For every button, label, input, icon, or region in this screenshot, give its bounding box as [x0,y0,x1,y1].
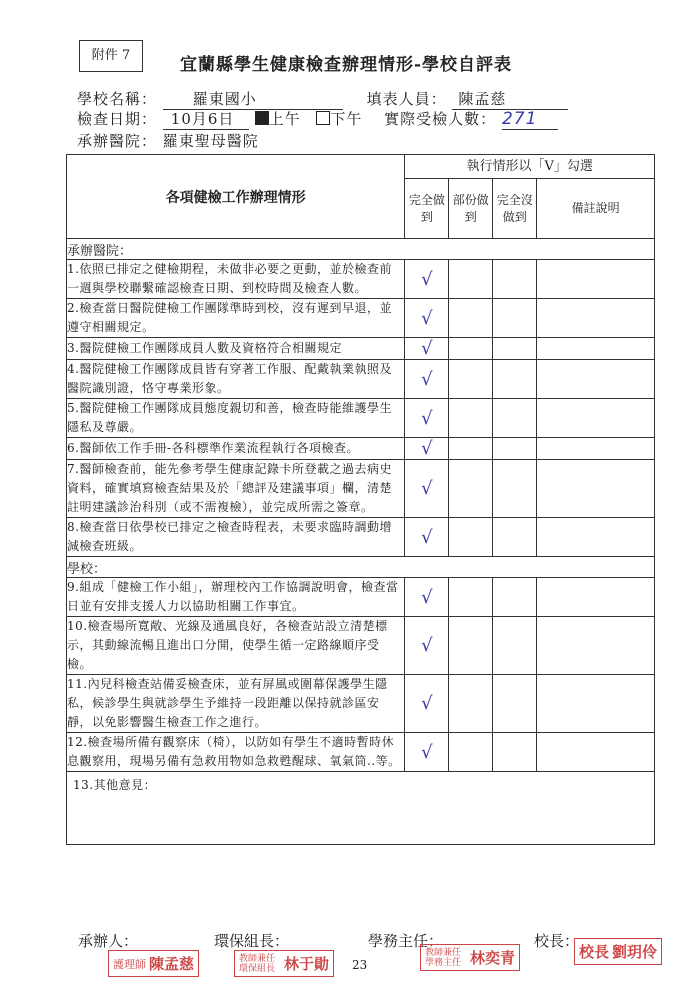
school-label: 學校名稱： [77,90,158,108]
handler-stamp-title: 護理師 [113,957,146,971]
filler-value: 陳孟慈 [452,88,568,110]
date-value: 10月6日 [163,108,249,130]
check-partial-cell[interactable] [449,338,493,360]
page-number: 23 [352,958,368,972]
column-header-group: 執行情形以「V」勾選 [405,155,655,179]
item-text: 5.醫院健檢工作團隊成員態度親切和善，檢查時能維護學生隱私及尊嚴。 [67,399,405,438]
principal-stamp [574,938,662,965]
table-row [67,617,655,675]
check-full-cell[interactable]: √ [405,518,449,557]
check-partial-cell[interactable] [449,518,493,557]
principal-stamp-name: 劉玥伶 [612,943,658,961]
check-full-cell[interactable]: √ [405,617,449,675]
evaluation-table [66,154,655,845]
principal-stamp-title: 校長 [579,943,610,961]
column-header-main: 各項健檢工作辦理情形 [67,155,405,239]
handler-stamp [108,950,199,977]
table-row [67,675,655,733]
count-value: 271 [502,109,558,130]
item-text: 8.檢查當日依學校已排定之檢查時程表，未要求臨時調動增減檢查班級。 [67,518,405,557]
check-none-cell[interactable] [493,617,537,675]
check-partial-cell[interactable] [449,260,493,299]
affairs-stamp [420,944,520,971]
check-none-cell[interactable] [493,733,537,772]
check-partial-cell[interactable] [449,675,493,733]
check-partial-cell[interactable] [449,299,493,338]
check-partial-cell[interactable] [449,617,493,675]
table-row [67,438,655,460]
affairs-stamp-title: 教師兼任學務主任 [425,947,462,968]
check-none-cell[interactable] [493,518,537,557]
pm-checkbox[interactable] [316,111,330,125]
env-label: 環保組長： [214,932,290,950]
check-partial-cell[interactable] [449,399,493,438]
env-stamp-name: 林于勛 [284,955,330,973]
check-full-cell[interactable]: √ [405,299,449,338]
pm-label: 下午 [330,110,363,128]
date-label: 檢查日期： [77,110,158,128]
item-text: 12.檢查場所備有觀察床（椅），以防如有學生不適時暫時休息觀察用，現場另備有急救用物如急救甦醒球、氧氣筒..等。 [67,733,405,772]
notes-cell[interactable] [537,617,655,675]
handler-label: 承辦人： [78,932,139,950]
table-row [67,299,655,338]
item-text: 1.依照已排定之健檢期程，未做非必要之更動，並於檢查前一週與學校聯繫確認檢查日期、到校時間及檢查人數。 [67,260,405,299]
check-none-cell[interactable] [493,675,537,733]
item-text: 7.醫師檢查前，能先參考學生健康記錄卡所登載之過去病史資料，確實填寫檢查結果及於「總評及建議事項」欄，清楚註明建議診治科別（或不需複檢），並完成所需之簽章。 [67,460,405,518]
am-checkbox[interactable] [255,111,269,125]
item-text: 3.醫院健檢工作團隊成員人數及資格符合相關規定 [67,338,405,360]
annex-label: 附件 7 [79,40,143,72]
column-header-full: 完全做到 [405,179,449,239]
date-row [77,108,558,130]
check-full-cell[interactable]: √ [405,733,449,772]
hospital-label: 承辦醫院： [77,132,158,150]
hospital-row [77,130,259,151]
notes-cell[interactable] [537,260,655,299]
check-partial-cell[interactable] [449,438,493,460]
check-full-cell[interactable]: √ [405,338,449,360]
table-row [67,733,655,772]
school-value: 羅東國小 [163,88,343,110]
principal-label: 校長： [534,932,580,950]
column-header-notes: 備註說明 [537,179,655,239]
item-text: 9.組成「健檢工作小組」，辦理校內工作協調說明會，檢查當日並有安排支援人力以協助相關工作事宜。 [67,578,405,617]
check-full-cell[interactable]: √ [405,460,449,518]
notes-cell[interactable] [537,299,655,338]
notes-cell[interactable] [537,460,655,518]
check-partial-cell[interactable] [449,733,493,772]
notes-cell[interactable] [537,360,655,399]
page-title: 宜蘭縣學生健康檢查辦理情形-學校自評表 [180,55,513,75]
check-none-cell[interactable] [493,299,537,338]
table-row [67,360,655,399]
table-row [67,338,655,360]
column-header-partial: 部份做到 [449,179,493,239]
check-full-cell[interactable]: √ [405,578,449,617]
other-opinions-label: 13.其他意見： [73,778,157,792]
item-text: 6.醫師依工作手冊-各科標準作業流程執行各項檢查。 [67,438,405,460]
item-text: 10.檢查場所寬敞、光線及通風良好，各檢查站設立清楚標示，其動線流暢且進出口分開，使學生循一定路線順序受檢。 [67,617,405,675]
check-partial-cell[interactable] [449,360,493,399]
notes-cell[interactable] [537,438,655,460]
table-row [67,578,655,617]
check-full-cell[interactable]: √ [405,438,449,460]
table-row [67,460,655,518]
column-header-none: 完全沒做到 [493,179,537,239]
notes-cell[interactable] [537,399,655,438]
item-text: 11.內兒科檢查站備妥檢查床，並有屏風或圍幕保護學生隱私，候診學生與就診學生予維持一段距離以保持就診區安靜，以免影響醫生檢查工作之進行。 [67,675,405,733]
hospital-value: 羅東聖母醫院 [162,132,259,150]
am-label: 上午 [268,110,301,128]
notes-cell[interactable] [537,578,655,617]
notes-cell[interactable] [537,338,655,360]
check-none-cell[interactable] [493,260,537,299]
school-row [77,88,568,110]
check-full-cell[interactable]: √ [405,360,449,399]
affairs-stamp-name: 林奕青 [470,949,516,967]
table-row [67,399,655,438]
notes-cell[interactable] [537,675,655,733]
count-label: 實際受檢人數： [384,110,497,128]
section-label: 學校： [67,557,655,578]
item-text: 4.醫院健檢工作團隊成員皆有穿著工作服、配戴執業執照及醫院識別證，恪守專業形象。 [67,360,405,399]
affairs-label: 學務主任： [368,932,444,950]
check-none-cell[interactable] [493,338,537,360]
filler-label: 填表人員： [366,90,447,108]
table-row [67,260,655,299]
table-row [67,518,655,557]
check-none-cell[interactable] [493,360,537,399]
env-stamp [234,950,334,977]
check-partial-cell[interactable] [449,578,493,617]
check-none-cell[interactable] [493,399,537,438]
notes-cell[interactable] [537,518,655,557]
check-none-cell[interactable] [493,578,537,617]
check-full-cell[interactable]: √ [405,399,449,438]
check-none-cell[interactable] [493,438,537,460]
check-full-cell[interactable]: √ [405,675,449,733]
item-text: 2.檢查當日醫院健檢工作團隊準時到校，沒有遲到早退，並遵守相關規定。 [67,299,405,338]
handler-stamp-name: 陳孟慈 [149,955,195,973]
check-none-cell[interactable] [493,460,537,518]
check-full-cell[interactable]: √ [405,260,449,299]
check-partial-cell[interactable] [449,460,493,518]
notes-cell[interactable] [537,733,655,772]
env-stamp-title: 教師兼任環保組長 [239,953,276,974]
section-label: 承辦醫院： [67,239,655,260]
